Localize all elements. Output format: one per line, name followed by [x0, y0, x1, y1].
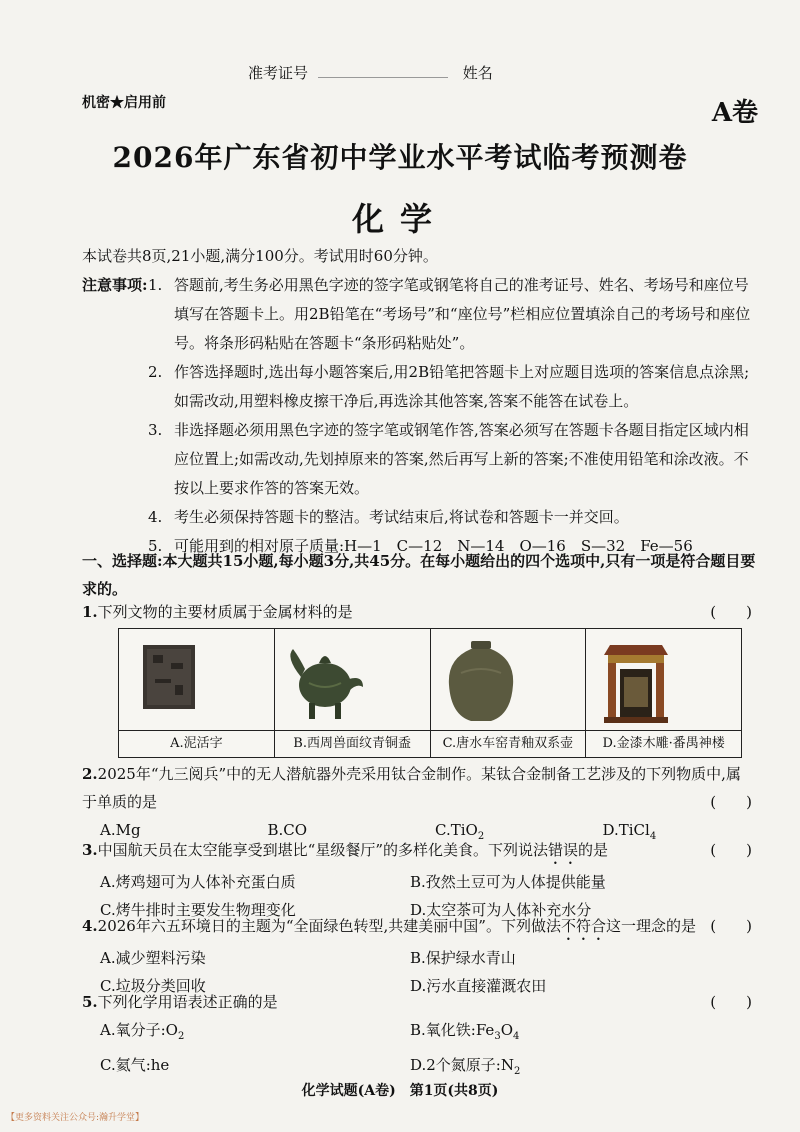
option-a: A.烤鸡翅可为人体补充蛋白质: [100, 873, 296, 891]
question-text: 2025年“九三阅兵”中的无人潜航器外壳采用钛合金制作。某钛合金制备工艺涉及的下列物质中,属于单质的是: [82, 765, 741, 811]
note-item-3: [82, 416, 752, 503]
question-3: [82, 836, 752, 924]
candidate-info-line: [248, 62, 493, 83]
answer-bracket: ( ): [710, 917, 752, 935]
note-number: 3.: [148, 421, 163, 439]
question-text: 下列化学用语表述正确的是: [97, 993, 278, 1011]
note-item-2: [82, 358, 752, 416]
exam-number-label: 准考证号: [248, 64, 309, 82]
figure-cell-b: [275, 629, 431, 757]
answer-bracket: ( ): [710, 993, 752, 1011]
answer-bracket: ( ): [710, 841, 752, 859]
question-text-end: 的是: [578, 841, 609, 859]
question-text-end: 这一理念的是: [605, 917, 696, 935]
caption-d: D.金漆木雕·番禺神楼: [586, 730, 741, 757]
section-heading: 一、选择题:本大题共15小题,每小题3分,共45分。在每小题给出的四个选项中,只有一项是符合题目要求的。: [82, 552, 756, 598]
option-a: A.减少塑料污染: [100, 949, 206, 967]
options-row-1: [82, 1016, 752, 1051]
note-text: 可能用到的相对原子质量:H—1 C—12 N—14 O—16 S—32 Fe—56: [174, 537, 693, 555]
option-c: C.垃圾分类回收: [100, 977, 206, 995]
question-5: [82, 988, 752, 1086]
note-text: 考生必须保持答题卡的整洁。考试结束后,将试卷和答题卡一并交回。: [174, 508, 629, 526]
options-row-1: [82, 944, 752, 972]
question-1: [82, 598, 752, 626]
subject-title: 化学: [351, 200, 448, 238]
emphasis-text: 不符合: [560, 917, 606, 935]
option-b: B.保护绿水青山: [410, 949, 516, 967]
note-text: 答题前,考生务必用黑色字迹的签字笔或钢笔将自己的准考证号、姓名、考场号和座位号填写在答题卡上。用2B铅笔在“考场号”和“座位号”栏相应位置填涂自己的考场号和座位号。将条形码粘贴在答题卡“条形码粘贴处”。: [174, 276, 751, 352]
caption-b: B.西周兽面纹青铜盉: [275, 730, 430, 757]
option-a: A.Mg: [100, 821, 141, 839]
figure-cell-c: [431, 629, 587, 757]
answer-bracket: ( ): [710, 603, 752, 621]
option-b: B.氧化铁$:Fe_3O_4$: [410, 1021, 520, 1042]
shrine-tower-image: [586, 633, 686, 729]
question-number: 4.: [82, 917, 98, 935]
watermark: 【更多资料关注公众号:瀚升学堂】: [6, 1113, 145, 1123]
question-4: [82, 912, 752, 1000]
note-text: 作答选择题时,选出每小题答案后,用2B铅笔把答题卡上对应题目选项的答案信息点涂黑;如需改动,用塑料橡皮擦干净后,再选涂其他答案,答案不能答在试卷上。: [174, 363, 750, 410]
figure-cell-d: [586, 629, 741, 757]
option-d: D.2个氮原子$:N_2$: [410, 1056, 521, 1077]
notes-label: 注意事项:: [82, 276, 148, 294]
note-number: 4.: [148, 508, 163, 526]
question-number: 5.: [82, 993, 98, 1011]
question-text: 中国航天员在太空能享受到堪比“星级餐厅”的多样化美食。下列说法: [97, 841, 549, 859]
exam-intro: 本试卷共8页,21小题,满分100分。考试用时60分钟。: [82, 247, 438, 265]
question-number: 2.: [82, 765, 98, 783]
option-d: D.TiCl$_4$: [602, 821, 657, 842]
q1-figure-table: [118, 628, 742, 758]
celadon-pot-image: [431, 633, 531, 729]
emphasis-text: 错误: [548, 841, 579, 859]
question-text: 2026年六五环境日的主题为“全面绿色转型,共建美丽中国”。下列做法: [97, 917, 561, 935]
note-item-4: [82, 503, 752, 532]
exam-title: 2026年广东省初中学业水平考试临考预测卷: [112, 141, 688, 174]
option-c: C.烤牛排时主要发生物理变化: [100, 901, 296, 919]
note-number: 5.: [148, 537, 163, 555]
secret-label: 机密★启用前: [82, 95, 166, 111]
question-text: 下列文物的主要材质属于金属材料的是: [97, 603, 353, 621]
answer-bracket: ( ): [710, 793, 752, 811]
option-a: A.氧分子$:O_2$: [100, 1021, 185, 1042]
option-c: C.TiO$_2$: [435, 821, 485, 842]
bronze-he-image: [275, 633, 375, 729]
option-b: B.孜然土豆可为人体提供能量: [410, 873, 606, 891]
exam-number-blank: [318, 77, 448, 78]
options-row-1: [82, 868, 752, 896]
question-number: 1.: [82, 603, 98, 621]
option-d: D.太空茶可为人体补充水分: [410, 901, 592, 919]
note-text: 非选择题必须用黑色字迹的签字笔或钢笔作答,答案必须写在答题卡各题目指定区域内相应位置上;如需改动,先划掉原来的答案,然后再写上新的答案;不准使用铅笔和涂改液。不按以上要求作答的答案无效。: [174, 421, 749, 497]
option-c: C.氦气:he: [100, 1056, 170, 1074]
notes-section: [82, 271, 752, 561]
note-number: 1.: [148, 276, 163, 294]
clay-type-image: [119, 633, 219, 729]
figure-cell-a: [119, 629, 275, 757]
question-number: 3.: [82, 841, 98, 859]
paper-version-label: A卷: [711, 98, 758, 128]
option-d: D.污水直接灌溉农田: [410, 977, 547, 995]
note-number: 2.: [148, 363, 163, 381]
caption-a: A.泥活字: [119, 730, 274, 757]
name-label: 姓名: [462, 64, 493, 82]
page-footer: 化学试题(A卷) 第1页(共8页): [301, 1083, 499, 1099]
option-b: B.CO: [267, 821, 308, 839]
caption-c: C.唐水车窑青釉双系壶: [431, 730, 586, 757]
note-item-1: [82, 271, 752, 358]
